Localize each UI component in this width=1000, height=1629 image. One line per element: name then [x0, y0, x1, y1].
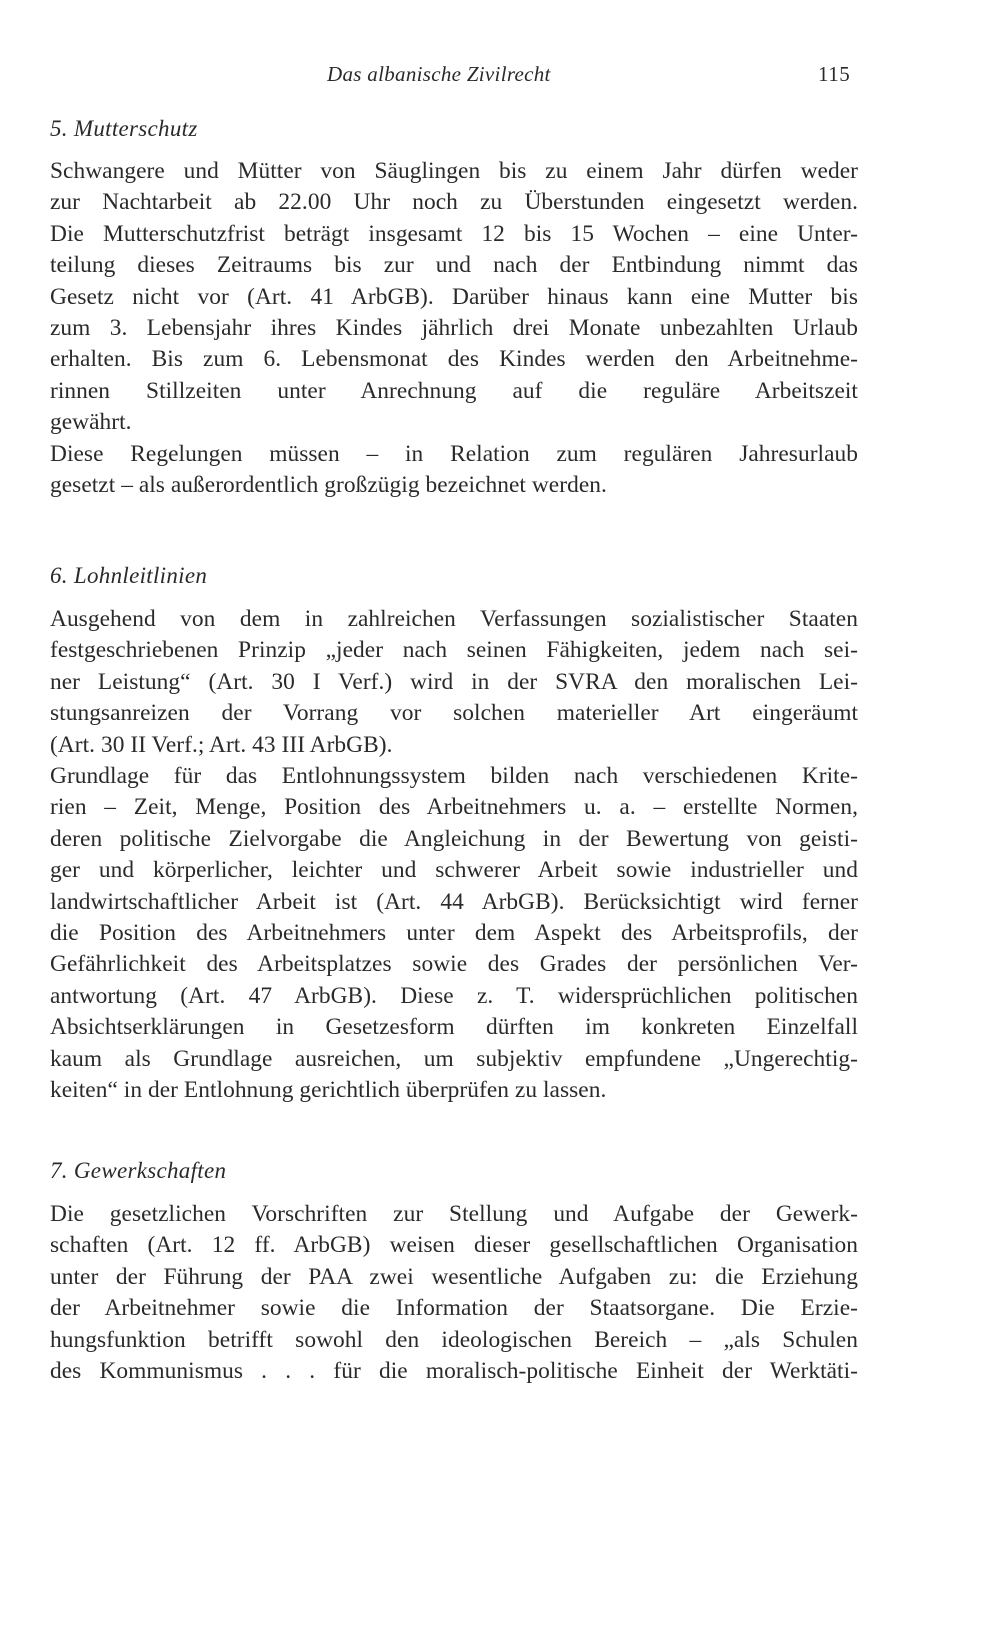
text-line: unter der Führung der PAA zwei wesentliche Aufgaben zu: die Erziehung [50, 1263, 858, 1290]
text-line: keiten“ in der Entlohnung gerichtlich überprüfen zu lassen. [50, 1076, 607, 1103]
text-line: gewährt. [50, 409, 132, 436]
section-heading-lohnleitlinien: 6. Lohnleitlinien [50, 563, 208, 588]
text-line: Schwangere und Mütter von Säuglingen bis zu einem Jahr dürfen weder [50, 158, 858, 184]
paragraph-lohnleitlinien-1 [50, 604, 858, 761]
running-head [0, 62, 1000, 92]
text-line: Diese Regelungen müssen – in Relation zum regulären Jahresurlaub [50, 441, 858, 467]
text-line: ner Leistung“ (Art. 30 I Verf.) wird in der SVRA den moralischen Lei- [50, 668, 858, 695]
text-line: Die Mutterschutzfrist beträgt insgesamt 12 bis 15 Wochen – eine Unter- [50, 220, 858, 247]
paragraph-mutterschutz-1 [50, 156, 858, 439]
text-line: rien – Zeit, Menge, Position des Arbeitnehmers u. a. – erstellte Normen, [50, 794, 858, 821]
text-line: erhalten. Bis zum 6. Lebensmonat des Kindes werden den Arbeitnehme- [50, 346, 858, 373]
text-line: Grundlage für das Entlohnungssystem bilden nach verschiedenen Krite- [50, 763, 858, 789]
text-line: ger und körperlicher, leichter und schwerer Arbeit sowie industrieller und [50, 857, 858, 884]
text-line: die Position des Arbeitnehmers unter dem Aspekt des Arbeitsprofils, der [50, 919, 858, 946]
text-line: teilung dieses Zeitraums bis zur und nach der Entbindung nimmt das [50, 252, 858, 279]
text-line: zum 3. Lebensjahr ihres Kindes jährlich drei Monate unbezahlten Urlaub [50, 314, 858, 341]
text-line: festgeschriebenen Prinzip „jeder nach seinen Fähigkeiten, jedem nach sei- [50, 637, 858, 664]
paragraph-mutterschutz-2 [50, 439, 858, 502]
text-line: Die gesetzlichen Vorschriften zur Stellung und Aufgabe der Gewerk- [50, 1201, 858, 1227]
text-line: Absichtserklärungen in Gesetzesform dürften im konkreten Einzelfall [50, 1014, 858, 1041]
text-line: Ausgehend von dem in zahlreichen Verfassungen sozialistischer Staaten [50, 606, 858, 632]
text-line: kaum als Grundlage ausreichen, um subjektiv empfundene „Ungerechtig- [50, 1045, 858, 1072]
paragraph-gewerkschaften-1 [50, 1199, 858, 1387]
running-title: Das albanische Zivilrecht [327, 62, 551, 86]
text-line: antwortung (Art. 47 ArbGB). Diese z. T. widersprüchlichen politischen [50, 982, 858, 1009]
section-heading-mutterschutz: 5. Mutterschutz [50, 116, 198, 141]
text-line: der Arbeitnehmer sowie die Information der Staatsorgane. Die Erzie- [50, 1295, 858, 1322]
text-line: Gefährlichkeit des Arbeitsplatzes sowie des Grades der persönlichen Ver- [50, 951, 858, 978]
text-line: (Art. 30 II Verf.; Art. 43 III ArbGB). [50, 731, 393, 758]
text-line: landwirtschaftlicher Arbeit ist (Art. 44 ArbGB). Berücksichtigt wird ferner [50, 888, 858, 915]
text-line: stungsanreizen der Vorrang vor solchen materieller Art eingeräumt [50, 700, 858, 727]
text-line: Gesetz nicht vor (Art. 41 ArbGB). Darüber hinaus kann eine Mutter bis [50, 283, 858, 310]
page-number: 115 [818, 62, 851, 86]
text-line: hungsfunktion betrifft sowohl den ideologischen Bereich – „als Schulen [50, 1326, 858, 1353]
text-line: des Kommunismus . . . für die moralisch-politische Einheit der Werktäti- [50, 1357, 858, 1384]
text-line: zur Nachtarbeit ab 22.00 Uhr noch zu Überstunden eingesetzt werden. [50, 189, 858, 216]
text-line: deren politische Zielvorgabe die Angleichung in der Bewertung von geisti- [50, 825, 858, 852]
text-line: rinnen Stillzeiten unter Anrechnung auf die reguläre Arbeitszeit [50, 377, 858, 404]
section-heading-gewerkschaften: 7. Gewerkschaften [50, 1158, 227, 1183]
paragraph-lohnleitlinien-2 [50, 761, 858, 1106]
text-line: schaften (Art. 12 ff. ArbGB) weisen dieser gesellschaftlichen Organisation [50, 1232, 858, 1259]
text-line: gesetzt – als außerordentlich großzügig bezeichnet werden. [50, 472, 607, 499]
